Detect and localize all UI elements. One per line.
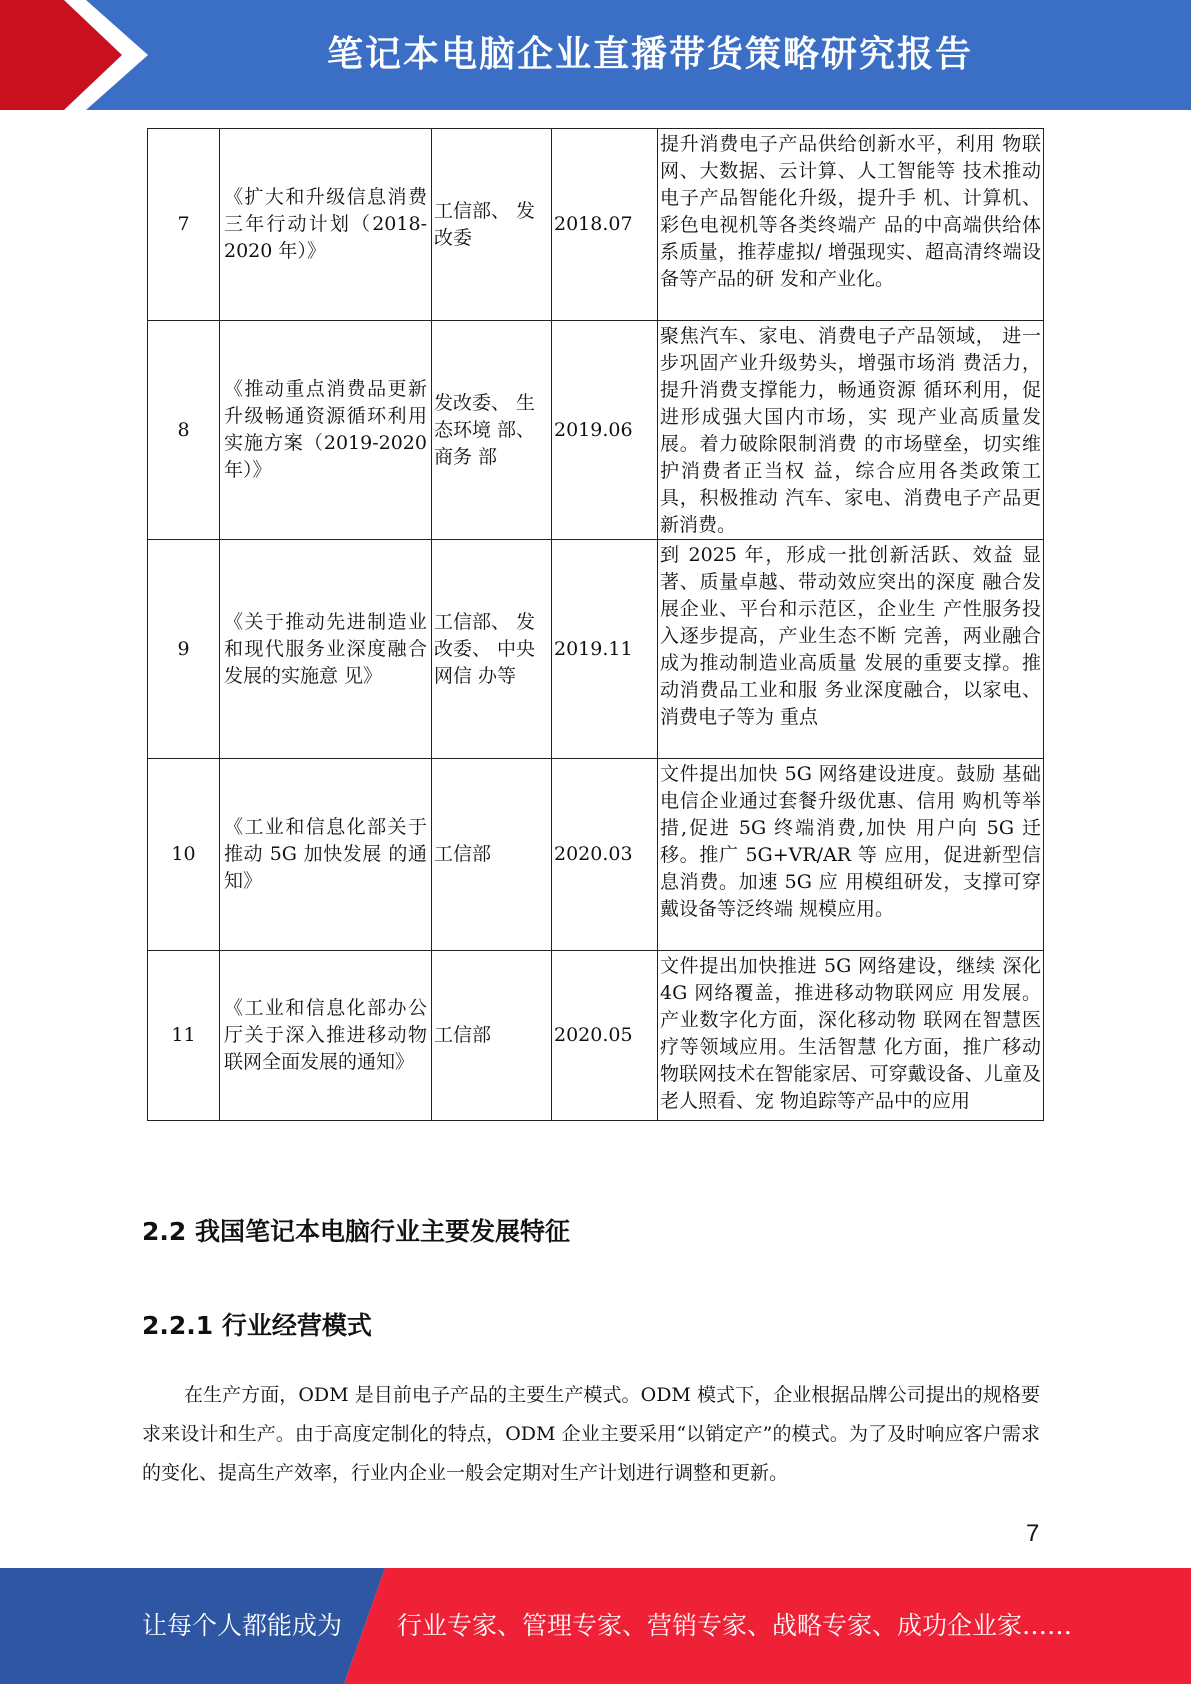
- policy-name: 《推动重点消费品更新升级畅通资源循环利用实施方案（2019-2020 年）》: [220, 321, 432, 540]
- policy-description: [658, 321, 1044, 540]
- policy-name: 《工业和信息化部办公厅关于深入推进移动物联网全面发展的通知》: [220, 951, 432, 1121]
- issue-date: 2019.11: [552, 540, 658, 759]
- footer-slogan-left: 让每个人都能成为: [142, 1611, 343, 1640]
- policy-description: [658, 129, 1044, 321]
- issuing-department: 发改委、 生态环境 部、商务 部: [432, 321, 552, 540]
- body-paragraph: 在生产方面，ODM 是目前电子产品的主要生产模式。ODM 模式下，企业根据品牌公司提出的规格要求来设计和生产。由于高度定制化的特点，ODM 企业主要采用“以销定产”的模式。为了及时响应客户需求的变化、提高生产效率，行业内企业一般会定期对生产计划进行调整和更新。: [142, 1384, 1040, 1484]
- table-row: [148, 951, 1044, 1121]
- row-number: 9: [148, 540, 220, 759]
- subsection-heading: 2.2.1 行业经营模式: [142, 1311, 372, 1340]
- table-row: [148, 759, 1044, 951]
- policy-table: [147, 128, 1044, 1121]
- row-number: 11: [148, 951, 220, 1121]
- policy-name: 《关于推动先进制造业和现代服务业深度融合发展的实施意 见》: [220, 540, 432, 759]
- table-row: [148, 540, 1044, 759]
- report-title: 笔记本电脑企业直播带货策略研究报告: [326, 34, 973, 75]
- page-header: [0, 0, 1191, 110]
- policy-description-text: 到 2025 年，形成一批创新活跃、效益 显著、质量卓越、带动效应突出的深度 融合发展企业、平台和示范区，企业生 产性服务投入逐步提高，产业生态不断 完善，两业融合成为推动制造业高质量 发展的重要支撑。推动消费品工业和服 务业深度融合，以家电、消费电子等为 重点: [660, 544, 1041, 728]
- issuing-department: 工信部: [432, 951, 552, 1121]
- issue-date: 2020.05: [552, 951, 658, 1121]
- policy-description: [658, 540, 1044, 759]
- row-number: 7: [148, 129, 220, 321]
- issue-date: 2020.03: [552, 759, 658, 951]
- table-row: [148, 321, 1044, 540]
- section-heading: 2.2 我国笔记本电脑行业主要发展特征: [142, 1217, 570, 1246]
- policy-description-text: 文件提出加快推进 5G 网络建设，继续 深化 4G 网络覆盖，推进移动物联网应 用发展。产业数字化方面，深化移动物 联网在智慧医疗等领域应用。生活智慧 化方面，推广移动物联网技术在智能家居、可穿戴设备、儿童及老人照看、宠 物追踪等产品中的应用: [660, 955, 1041, 1112]
- row-number: 10: [148, 759, 220, 951]
- policy-description-text: 提升消费电子产品供给创新水平，利用 物联网、大数据、云计算、人工智能等 技术推动电子产品智能化升级，提升手 机、计算机、彩色电视机等各类终端产 品的中高端供给体系质量，推荐虚拟/ 增强现实、超高清终端设备等产品的研 发和产业化。: [660, 133, 1041, 290]
- issuing-department: 工信部、 发改委: [432, 129, 552, 321]
- policy-name: 《工业和信息化部关于推动 5G 加快发展 的通知》: [220, 759, 432, 951]
- policy-description: [658, 951, 1044, 1121]
- policy-description-text: 文件提出加快 5G 网络建设进度。鼓励 基础电信企业通过套餐升级优惠、信用 购机等举措,促进 5G 终端消费,加快 用户向 5G 迁移。推广 5G+VR/AR 等 应用，促进新型信息消费。加速 5G 应 用模组研发，支撑可穿戴设备等泛终端 规模应用。: [660, 763, 1041, 920]
- policy-name: 《扩大和升级信息消费三年行动计划（2018-2020 年）》: [220, 129, 432, 321]
- policy-description: [658, 759, 1044, 951]
- footer-slogan-right: 行业专家、管理专家、营销专家、战略专家、成功企业家……: [397, 1611, 1073, 1640]
- issuing-department: 工信部、 发改委、 中央网信 办等: [432, 540, 552, 759]
- issue-date: 2018.07: [552, 129, 658, 321]
- row-number: 8: [148, 321, 220, 540]
- table-row: [148, 129, 1044, 321]
- page-footer: [0, 1568, 1191, 1684]
- policy-description-text: 聚焦汽车、家电、消费电子产品领域， 进一步巩固产业升级势头，增强市场消 费活力，提升消费支撑能力，畅通资源 循环利用，促进形成强大国内市场，实 现产业高质量发展。着力破除限制消费 的市场壁垒，切实维护消费者正当权 益，综合应用各类政策工具，积极推动 汽车、家电、消费电子产品更新消费。: [660, 325, 1041, 536]
- issuing-department: 工信部: [432, 759, 552, 951]
- page-number: 7: [1026, 1520, 1040, 1547]
- issue-date: 2019.06: [552, 321, 658, 540]
